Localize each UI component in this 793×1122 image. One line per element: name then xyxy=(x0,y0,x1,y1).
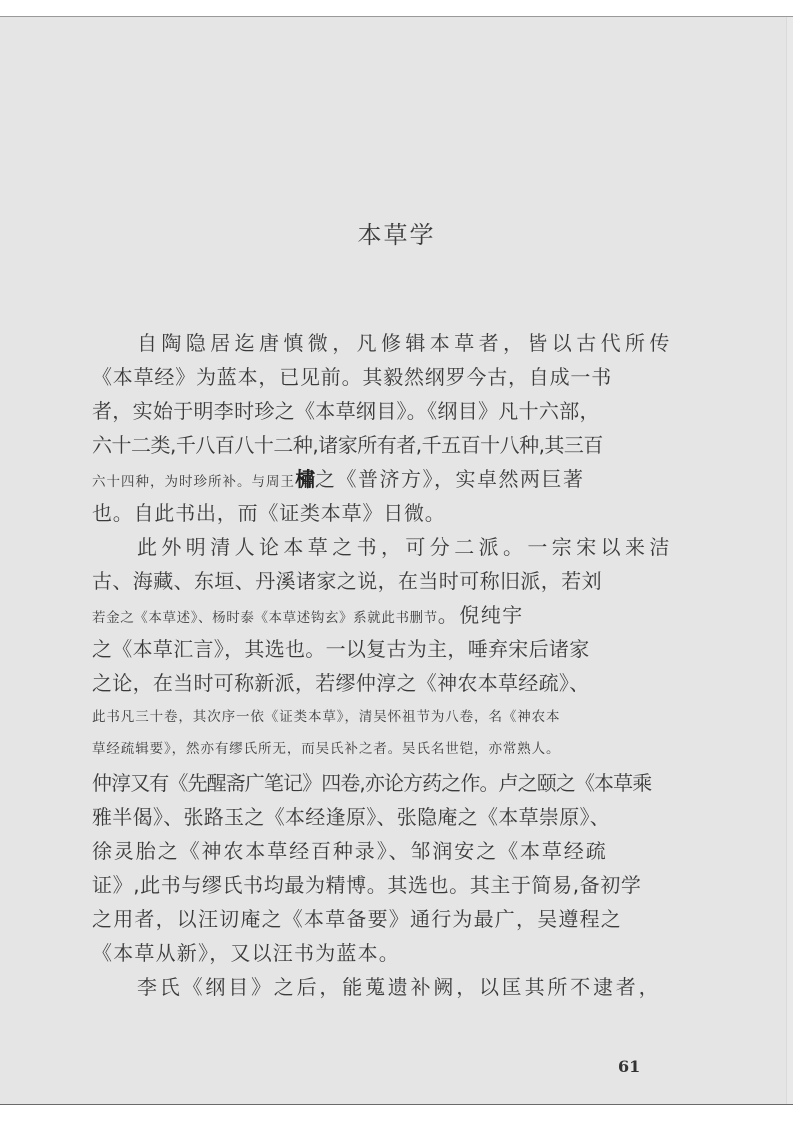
text-line xyxy=(92,462,585,496)
text-line: 者，实始于明李时珍之《本草纲目》。《纲目》凡十六部， xyxy=(92,399,600,423)
text-annotation: 六十四种，为时珍所补。与周王 xyxy=(92,474,295,490)
text-annotation: 若金之《本草述》、杨时泰《本草述钩玄》系就此书删节 xyxy=(92,610,438,626)
text-line: 证》,此书与缪氏书均最为精博。其选也。其主于简易,备初学 xyxy=(92,873,642,897)
text-line: 之用者，以汪讱庵之《本草备要》通行为最广，吴遵程之 xyxy=(92,907,622,931)
text-line: 自陶隐居迄唐慎微，凡修辑本草者，皆以古代所传 xyxy=(137,331,674,355)
text-line: 之《本草汇言》，其选也。一以复古为主，唾弃宋后诸家 xyxy=(92,637,590,661)
text-line: 之论，在当时可称新派，若缪仲淳之《神农本草经疏》、 xyxy=(92,671,590,695)
text-line: 李氏《纲目》之后，能蒐遗补阙，以匡其所不逮者， xyxy=(137,975,662,999)
page-title: 本草学 xyxy=(357,221,436,249)
text-line xyxy=(92,598,524,632)
text-line: 六十二类,千八百八十二种,诸家所有者,千五百十八种,其三百 xyxy=(92,433,603,457)
text-line: 仲淳又有《先醒斋广笔记》四卷,亦论方药之作。卢之颐之《本草乘 xyxy=(92,771,652,795)
text-line: 古、海藏、东垣、丹溪诸家之说，在当时可称旧派，若刘 xyxy=(92,569,602,593)
text-line: 《本草从新》，又以汪书为蓝本。 xyxy=(92,941,400,965)
page-edge xyxy=(786,17,793,1104)
text-annotation-line: 草经疏辑要》，然亦有缪氏所无，而吴氏补之者。吴氏名世铠，亦常熟人。 xyxy=(92,741,561,757)
text-line: 徐灵胎之《神农本草经百种录》、邹润安之《本草经疏 xyxy=(92,839,608,863)
text-segment: 之《普济方》，实卓然两巨著 xyxy=(315,467,585,491)
rare-character: 橚 xyxy=(295,467,315,491)
text-annotation-line: 此书凡三十卷，其次序一依《证类本草》，清吴怀祖节为八卷，名《神农本 xyxy=(92,709,561,725)
text-line: 也。自此书出，而《证类本草》日微。 xyxy=(92,501,446,525)
text-segment: 。倪纯宇 xyxy=(437,603,524,627)
text-line: 《本草经》为蓝本，已见前。其毅然纲罗今古，自成一书 xyxy=(92,365,612,389)
text-line: 此外明清人论本草之书，可分二派。一宗宋以来洁 xyxy=(137,535,674,559)
book-page xyxy=(0,16,793,1105)
text-line: 雅半偈》、张路玉之《本经逢原》、张隐庵之《本草崇原》、 xyxy=(92,805,611,829)
page-number: 61 xyxy=(618,1057,641,1076)
